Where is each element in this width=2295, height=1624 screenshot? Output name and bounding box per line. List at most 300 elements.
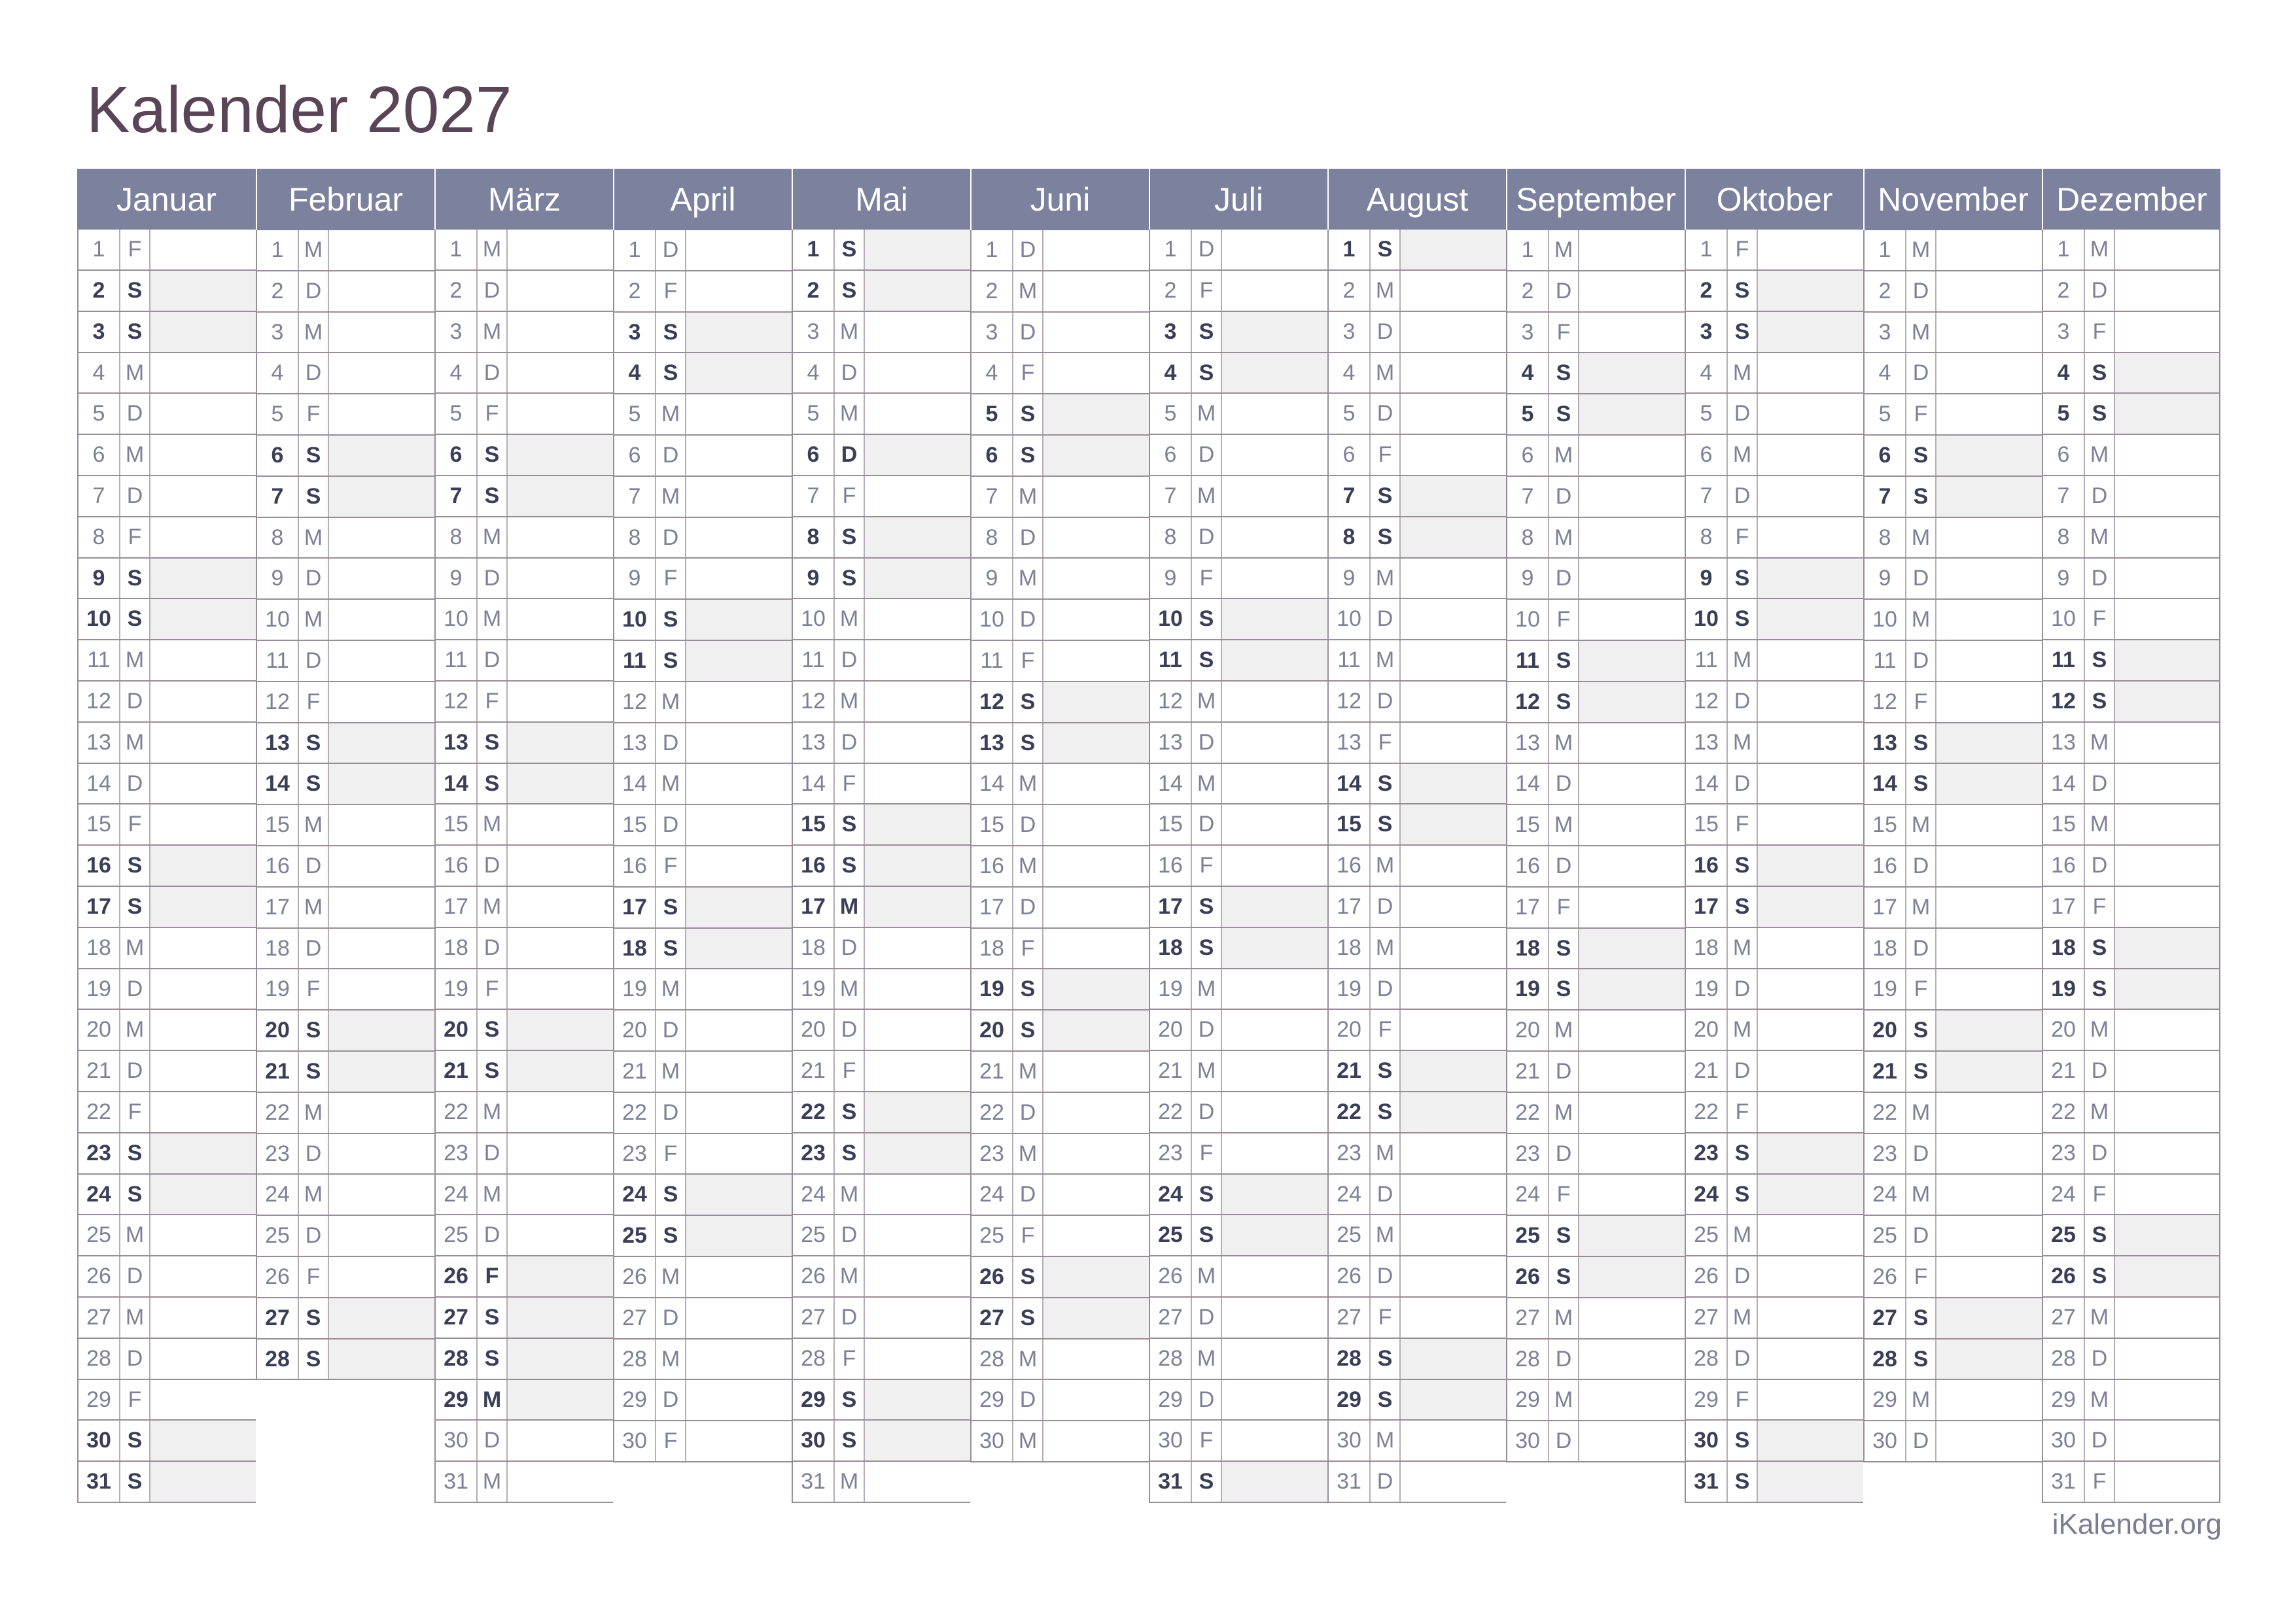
- day-row: [434, 1051, 613, 1092]
- weekday-letter: F: [835, 764, 865, 804]
- day-number: 6: [2043, 435, 2085, 475]
- weekday-letter: M: [299, 230, 329, 270]
- day-number: 28: [1150, 1339, 1192, 1379]
- note-cell: [1043, 1216, 1149, 1256]
- day-number: 25: [436, 1215, 478, 1255]
- day-row: [256, 230, 434, 271]
- day-number: 1: [79, 230, 120, 269]
- note-cell: [1222, 846, 1327, 886]
- day-row: [613, 1216, 792, 1257]
- day-row: [970, 805, 1149, 846]
- day-row: [77, 1215, 256, 1256]
- day-number: 28: [793, 1339, 835, 1379]
- note-cell: [1936, 271, 2042, 311]
- weekday-letter: D: [2085, 764, 2115, 804]
- day-row: [77, 1175, 256, 1216]
- note-cell: [1579, 888, 1685, 927]
- weekday-letter: M: [1192, 1051, 1222, 1091]
- weekday-letter: F: [120, 804, 150, 844]
- day-row: [970, 559, 1149, 600]
- day-row: [1149, 1051, 1327, 1092]
- weekday-letter: M: [120, 1010, 150, 1050]
- note-cell: [865, 1380, 970, 1420]
- note-cell: [1222, 969, 1327, 1009]
- day-row: [77, 1421, 256, 1462]
- day-number: 10: [972, 600, 1013, 640]
- day-row: [2042, 599, 2220, 640]
- month-header: November: [1863, 169, 2042, 230]
- weekday-letter: M: [1728, 1298, 1758, 1338]
- note-cell: [1758, 394, 1863, 434]
- day-row: [2042, 804, 2220, 846]
- day-number: 10: [1507, 600, 1549, 640]
- weekday-letter: D: [299, 559, 329, 598]
- weekday-letter: F: [1192, 1133, 1222, 1173]
- day-number: 6: [1865, 436, 1906, 475]
- weekday-letter: M: [1728, 353, 1758, 393]
- day-row: [434, 599, 613, 640]
- day-number: 12: [1686, 682, 1728, 721]
- day-number: 8: [972, 518, 1013, 558]
- weekday-letter: M: [1371, 846, 1401, 886]
- day-row: [613, 723, 792, 765]
- day-row: [613, 313, 792, 354]
- weekday-letter: S: [1013, 436, 1043, 475]
- day-row: [256, 1339, 434, 1381]
- note-cell: [1758, 1010, 1863, 1050]
- note-cell: [686, 313, 792, 353]
- day-row: [1327, 1380, 1506, 1421]
- day-row: [1506, 518, 1685, 559]
- day-number: 20: [1507, 1011, 1549, 1050]
- note-cell: [1043, 559, 1149, 598]
- day-row: [792, 1462, 970, 1503]
- weekday-letter: S: [1728, 1421, 1758, 1460]
- note-cell: [329, 969, 434, 1009]
- note-cell: [1758, 1462, 1863, 1502]
- note-cell: [1579, 1093, 1685, 1133]
- day-row: [1327, 682, 1506, 723]
- day-list: [792, 230, 970, 1503]
- weekday-letter: F: [478, 394, 508, 434]
- day-row: [1863, 1011, 2042, 1052]
- note-cell: [150, 271, 256, 311]
- day-row: [434, 1010, 613, 1051]
- day-row: [2042, 353, 2220, 394]
- note-cell: [1222, 394, 1327, 434]
- day-row: [1327, 1256, 1506, 1298]
- note-cell: [1758, 723, 1863, 763]
- note-cell: [1936, 1134, 2042, 1174]
- month-column: [77, 169, 256, 1503]
- day-row: [1149, 1462, 1327, 1503]
- day-number: 21: [79, 1051, 120, 1091]
- day-number: 29: [1507, 1380, 1549, 1420]
- weekday-letter: S: [1728, 1175, 1758, 1215]
- note-cell: [150, 887, 256, 927]
- note-cell: [1222, 1175, 1327, 1215]
- day-number: 18: [1507, 929, 1549, 969]
- day-number: 13: [614, 723, 656, 763]
- note-cell: [1579, 1052, 1685, 1092]
- day-row: [1863, 1134, 2042, 1175]
- note-cell: [1401, 353, 1506, 393]
- day-row: [2042, 1256, 2220, 1298]
- day-row: [1685, 230, 1863, 271]
- day-row: [1149, 723, 1327, 764]
- day-row: [1327, 804, 1506, 846]
- weekday-letter: D: [835, 723, 865, 763]
- day-number: 6: [436, 435, 478, 475]
- day-row: [1863, 1216, 2042, 1257]
- note-cell: [1758, 599, 1863, 639]
- note-cell: [686, 805, 792, 845]
- day-row: [1149, 928, 1327, 969]
- note-cell: [686, 1380, 792, 1420]
- note-cell: [150, 353, 256, 393]
- weekday-letter: M: [1371, 640, 1401, 680]
- day-row: [1863, 888, 2042, 929]
- note-cell: [1758, 1298, 1863, 1338]
- day-row: [77, 599, 256, 640]
- day-number: 26: [436, 1256, 478, 1296]
- day-number: 8: [436, 517, 478, 557]
- day-number: 4: [436, 353, 478, 393]
- day-list: [256, 230, 434, 1380]
- day-number: 20: [1686, 1010, 1728, 1050]
- weekday-letter: M: [1906, 313, 1936, 353]
- day-row: [1863, 969, 2042, 1011]
- day-list: [1327, 230, 1506, 1503]
- weekday-letter: F: [835, 476, 865, 516]
- day-row: [77, 476, 256, 517]
- note-cell: [150, 969, 256, 1009]
- note-cell: [1579, 394, 1685, 434]
- weekday-letter: F: [1906, 969, 1936, 1009]
- day-number: 2: [972, 271, 1013, 311]
- weekday-letter: M: [2085, 1380, 2115, 1420]
- month-column: [792, 169, 970, 1503]
- day-number: 23: [1150, 1133, 1192, 1173]
- note-cell: [150, 1010, 256, 1050]
- weekday-letter: F: [656, 1421, 686, 1461]
- note-cell: [329, 1052, 434, 1092]
- day-number: 12: [257, 682, 299, 722]
- day-number: 21: [972, 1052, 1013, 1092]
- note-cell: [508, 1133, 613, 1173]
- day-number: 24: [436, 1175, 478, 1215]
- day-number: 15: [436, 804, 478, 844]
- day-number: 5: [972, 394, 1013, 434]
- day-row: [2042, 846, 2220, 887]
- day-number: 26: [1329, 1256, 1371, 1296]
- day-number: 7: [972, 477, 1013, 517]
- note-cell: [1222, 353, 1327, 393]
- day-row: [2042, 969, 2220, 1011]
- day-row: [792, 476, 970, 517]
- weekday-letter: D: [1728, 764, 1758, 804]
- note-cell: [2115, 846, 2219, 886]
- weekday-letter: D: [1906, 559, 1936, 598]
- weekday-letter: D: [478, 640, 508, 680]
- note-cell: [329, 1298, 434, 1338]
- day-number: 7: [2043, 476, 2085, 516]
- note-cell: [1936, 1257, 2042, 1297]
- day-row: [77, 312, 256, 353]
- note-cell: [1401, 559, 1506, 598]
- day-row: [1863, 682, 2042, 723]
- day-row: [970, 1216, 1149, 1257]
- day-number: 16: [79, 846, 120, 886]
- note-cell: [1401, 682, 1506, 721]
- note-cell: [508, 723, 613, 763]
- note-cell: [1758, 682, 1863, 721]
- day-row: [2042, 1133, 2220, 1175]
- note-cell: [329, 436, 434, 475]
- day-row: [1327, 1133, 1506, 1175]
- day-number: 23: [257, 1134, 299, 1174]
- day-row: [1327, 1421, 1506, 1462]
- day-number: 6: [972, 436, 1013, 475]
- weekday-letter: D: [1906, 353, 1936, 393]
- weekday-letter: M: [1549, 1011, 1579, 1050]
- note-cell: [1401, 764, 1506, 804]
- note-cell: [329, 230, 434, 270]
- day-number: 19: [614, 969, 656, 1009]
- weekday-letter: D: [1549, 1134, 1579, 1174]
- day-row: [1863, 353, 2042, 394]
- note-cell: [686, 929, 792, 969]
- day-number: 23: [79, 1133, 120, 1173]
- day-number: 15: [1329, 804, 1371, 844]
- day-number: 18: [1150, 928, 1192, 968]
- day-row: [434, 1215, 613, 1256]
- weekday-letter: S: [120, 1175, 150, 1215]
- note-cell: [508, 394, 613, 434]
- weekday-letter: M: [1906, 230, 1936, 270]
- day-number: 2: [1686, 271, 1728, 311]
- note-cell: [1758, 1339, 1863, 1379]
- weekday-letter: M: [1728, 1215, 1758, 1255]
- note-cell: [1758, 764, 1863, 804]
- weekday-letter: F: [299, 969, 329, 1009]
- weekday-letter: D: [1013, 518, 1043, 558]
- weekday-letter: S: [1549, 641, 1579, 681]
- weekday-letter: M: [1371, 1133, 1401, 1173]
- day-row: [970, 846, 1149, 888]
- note-cell: [2115, 559, 2219, 598]
- weekday-letter: F: [1013, 1216, 1043, 1256]
- weekday-letter: F: [478, 1256, 508, 1296]
- day-number: 12: [2043, 682, 2085, 721]
- weekday-letter: S: [1549, 1216, 1579, 1256]
- day-number: 11: [793, 640, 835, 680]
- day-number: 5: [2043, 394, 2085, 434]
- note-cell: [150, 1462, 256, 1502]
- day-number: 15: [972, 805, 1013, 845]
- note-cell: [508, 1092, 613, 1132]
- weekday-letter: S: [1013, 394, 1043, 434]
- day-number: 28: [614, 1339, 656, 1379]
- weekday-letter: D: [2085, 846, 2115, 886]
- day-number: 19: [972, 969, 1013, 1009]
- weekday-letter: M: [299, 805, 329, 845]
- note-cell: [2115, 599, 2219, 639]
- day-row: [1685, 887, 1863, 928]
- day-row: [1506, 436, 1685, 477]
- day-number: 23: [1865, 1134, 1906, 1174]
- weekday-letter: D: [1906, 641, 1936, 681]
- day-row: [613, 1298, 792, 1339]
- weekday-letter: M: [1549, 1380, 1579, 1420]
- day-row: [256, 1175, 434, 1216]
- day-row: [792, 723, 970, 764]
- note-cell: [865, 846, 970, 886]
- note-cell: [865, 640, 970, 680]
- day-number: 29: [1150, 1380, 1192, 1420]
- day-number: 5: [1686, 394, 1728, 434]
- day-row: [1863, 436, 2042, 477]
- day-row: [256, 969, 434, 1011]
- weekday-letter: S: [1906, 1339, 1936, 1379]
- day-row: [1863, 600, 2042, 641]
- day-number: 30: [614, 1421, 656, 1461]
- day-row: [1506, 1175, 1685, 1216]
- day-number: 19: [79, 969, 120, 1009]
- note-cell: [1936, 1380, 2042, 1420]
- weekday-letter: S: [120, 312, 150, 352]
- day-row: [1685, 271, 1863, 312]
- note-cell: [1222, 928, 1327, 968]
- note-cell: [1758, 969, 1863, 1009]
- weekday-letter: S: [1371, 517, 1401, 557]
- note-cell: [865, 394, 970, 434]
- day-number: 7: [1329, 476, 1371, 516]
- weekday-letter: S: [1549, 682, 1579, 722]
- day-row: [1327, 394, 1506, 435]
- weekday-letter: D: [299, 846, 329, 886]
- note-cell: [329, 1134, 434, 1174]
- weekday-letter: S: [1906, 764, 1936, 804]
- day-number: 11: [79, 640, 120, 680]
- weekday-letter: D: [1371, 312, 1401, 352]
- day-number: 9: [614, 559, 656, 598]
- day-row: [792, 1215, 970, 1256]
- day-number: 7: [79, 476, 120, 516]
- weekday-letter: M: [835, 1175, 865, 1215]
- day-number: 6: [1686, 435, 1728, 475]
- weekday-letter: S: [656, 313, 686, 353]
- weekday-letter: M: [1192, 682, 1222, 721]
- note-cell: [1401, 1092, 1506, 1132]
- day-number: 14: [1329, 764, 1371, 804]
- weekday-letter: S: [120, 1421, 150, 1460]
- day-number: 9: [793, 559, 835, 598]
- day-number: 8: [79, 517, 120, 557]
- weekday-letter: S: [1192, 1175, 1222, 1215]
- day-row: [256, 929, 434, 970]
- day-number: 1: [972, 230, 1013, 270]
- note-cell: [1222, 517, 1327, 557]
- day-number: 10: [1686, 599, 1728, 639]
- day-number: 26: [1507, 1257, 1549, 1297]
- day-row: [2042, 723, 2220, 764]
- day-list: [1506, 230, 1685, 1462]
- note-cell: [1936, 600, 2042, 640]
- note-cell: [1936, 764, 2042, 804]
- day-number: 15: [1507, 805, 1549, 845]
- day-number: 6: [793, 435, 835, 475]
- note-cell: [2115, 1298, 2219, 1338]
- weekday-letter: F: [656, 846, 686, 886]
- weekday-letter: D: [1192, 723, 1222, 763]
- day-row: [256, 600, 434, 641]
- day-number: 3: [436, 312, 478, 352]
- day-row: [1506, 600, 1685, 641]
- note-cell: [1222, 435, 1327, 475]
- day-number: 14: [436, 764, 478, 804]
- weekday-letter: S: [1371, 1380, 1401, 1420]
- day-number: 4: [614, 353, 656, 393]
- weekday-letter: F: [299, 682, 329, 722]
- day-number: 28: [2043, 1339, 2085, 1379]
- weekday-letter: F: [2085, 887, 2115, 927]
- note-cell: [1043, 969, 1149, 1009]
- day-row: [1327, 640, 1506, 682]
- day-number: 10: [793, 599, 835, 639]
- note-cell: [508, 230, 613, 269]
- weekday-letter: D: [1371, 969, 1401, 1009]
- day-number: 28: [1686, 1339, 1728, 1379]
- note-cell: [1401, 723, 1506, 763]
- day-number: 21: [257, 1052, 299, 1092]
- day-number: 17: [1329, 887, 1371, 927]
- note-cell: [1579, 230, 1685, 270]
- weekday-letter: D: [2085, 476, 2115, 516]
- weekday-letter: M: [1371, 353, 1401, 393]
- day-row: [970, 929, 1149, 970]
- note-cell: [865, 804, 970, 844]
- note-cell: [2115, 887, 2219, 927]
- note-cell: [2115, 969, 2219, 1009]
- month-column: [256, 169, 434, 1503]
- note-cell: [1222, 559, 1327, 598]
- weekday-letter: D: [478, 1133, 508, 1173]
- note-cell: [1401, 804, 1506, 844]
- note-cell: [1043, 805, 1149, 845]
- day-row: [1149, 1256, 1327, 1298]
- day-row: [792, 764, 970, 805]
- day-row: [434, 1339, 613, 1380]
- weekday-letter: M: [120, 723, 150, 763]
- day-number: 9: [972, 559, 1013, 598]
- note-cell: [1936, 641, 2042, 681]
- note-cell: [1401, 271, 1506, 311]
- note-cell: [2115, 723, 2219, 763]
- day-row: [1685, 353, 1863, 394]
- note-cell: [1936, 1093, 2042, 1133]
- note-cell: [1579, 518, 1685, 558]
- day-row: [256, 764, 434, 805]
- weekday-letter: M: [299, 1093, 329, 1133]
- day-number: 14: [1865, 764, 1906, 804]
- weekday-letter: S: [2085, 640, 2115, 680]
- month-header: September: [1506, 169, 1685, 230]
- note-cell: [1936, 230, 2042, 270]
- day-number: 29: [79, 1380, 120, 1420]
- note-cell: [1043, 1380, 1149, 1420]
- weekday-letter: F: [656, 271, 686, 311]
